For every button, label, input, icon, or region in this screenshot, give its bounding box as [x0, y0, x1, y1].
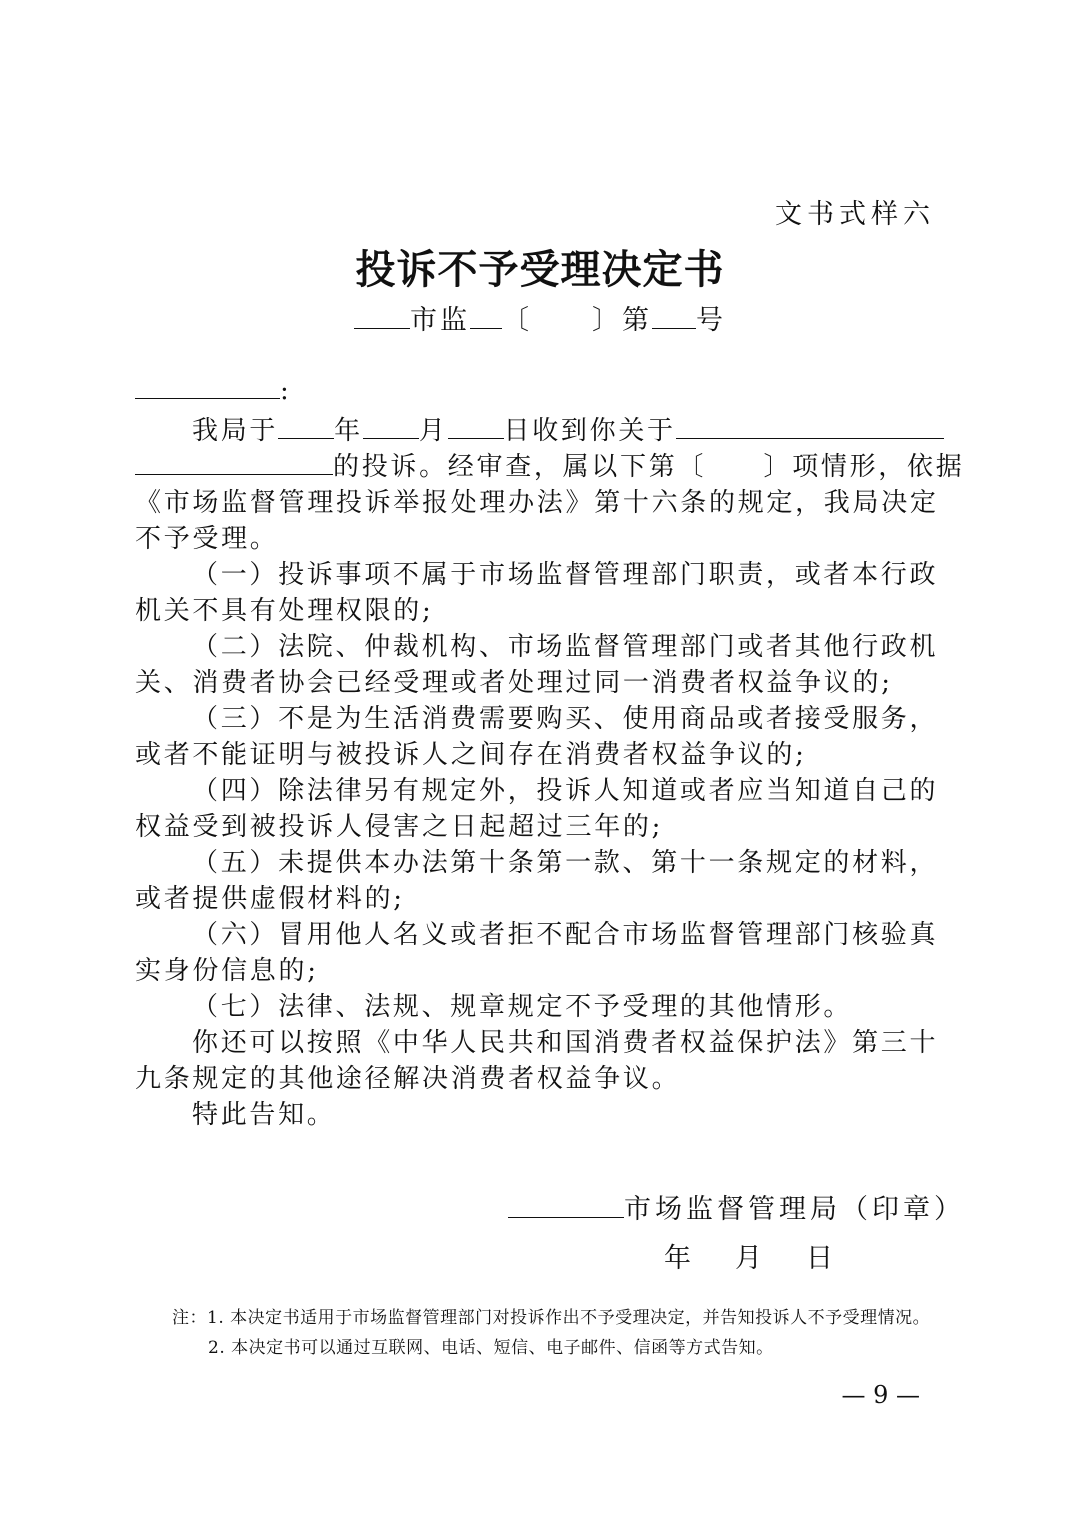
text-day: 日收到你关于	[503, 416, 676, 446]
blank-region	[354, 304, 410, 329]
document-style-number: 文书式样六	[775, 199, 935, 230]
closing-line: 特此告知。	[192, 1100, 336, 1130]
authority-label: 市场监督管理局（印章）	[624, 1194, 965, 1225]
blank-complaint-subject	[676, 414, 944, 439]
signature-authority	[508, 1187, 965, 1226]
item-5-cont: 或者提供虚假材料的;	[135, 884, 405, 914]
blank-month	[363, 414, 419, 439]
document-number-line	[0, 298, 1080, 337]
body-line: 《市场监督管理投诉举报处理办法》第十六条的规定，我局决定	[135, 488, 939, 518]
item-6-cont: 实身份信息的;	[135, 956, 319, 986]
document-title: 投诉不予受理决定书	[355, 246, 725, 293]
blank-recipient	[135, 374, 280, 399]
docno-bracket: 〔 〕第	[502, 305, 652, 336]
item-1: （一）投诉事项不属于市场监督管理部门职责，或者本行政	[192, 560, 939, 590]
blank-year	[278, 414, 334, 439]
body-line	[135, 446, 964, 483]
text-month: 月	[418, 416, 448, 446]
blank-complaint-subject-cont	[135, 450, 333, 475]
item-6: （六）冒用他人名义或者拒不配合市场监督管理部门核验真	[192, 920, 939, 950]
text-year: 年	[334, 416, 363, 446]
blank-day	[448, 414, 504, 439]
item-1-cont: 机关不具有处理权限的;	[135, 596, 434, 626]
item-2: （二）法院、仲裁机构、市场监督管理部门或者其他行政机	[192, 632, 939, 662]
signature-date	[664, 1236, 833, 1275]
item-7: （七）法律、法规、规章规定不予受理的其他情形。	[192, 992, 853, 1022]
date-day: 日	[806, 1243, 833, 1274]
body-line	[192, 410, 944, 447]
text-received-at: 我局于	[192, 416, 279, 446]
item-3-cont: 或者不能证明与被投诉人之间存在消费者权益争议的;	[135, 740, 807, 770]
date-year: 年	[664, 1243, 691, 1274]
body-line: 九条规定的其他途径解决消费者权益争议。	[135, 1064, 681, 1094]
item-3: （三）不是为生活消费需要购买、使用商品或者接受服务，	[192, 704, 939, 734]
docno-mid: 市监	[410, 305, 470, 336]
docno-end: 号	[696, 305, 726, 336]
note-2: 2. 本决定书可以通过互联网、电话、短信、电子邮件、信函等方式告知。	[208, 1338, 774, 1358]
salutation	[135, 374, 291, 406]
text-complaint-review: 的投诉。经审查，属以下第〔 〕项情形，依据	[333, 452, 965, 482]
blank-authority-name	[508, 1193, 624, 1218]
item-2-cont: 关、消费者协会已经受理或者处理过同一消费者权益争议的;	[135, 668, 893, 698]
body-line: 你还可以按照《中华人民共和国消费者权益保护法》第三十	[192, 1028, 939, 1058]
page-number: — 9 —	[841, 1381, 920, 1409]
blank-code	[470, 304, 502, 329]
blank-number	[652, 304, 696, 329]
item-4: （四）除法律另有规定外，投诉人知道或者应当知道自己的	[192, 776, 939, 806]
item-4-cont: 权益受到被投诉人侵害之日起超过三年的;	[135, 812, 664, 842]
salutation-colon: :	[280, 376, 292, 406]
note-1: 注：1. 本决定书适用于市场监督管理部门对投诉作出不予受理决定，并告知投诉人不予受理情况。	[172, 1308, 931, 1328]
item-5: （五）未提供本办法第十条第一款、第十一条规定的材料，	[192, 848, 939, 878]
date-month: 月	[735, 1243, 762, 1274]
body-line: 不予受理。	[135, 524, 279, 554]
